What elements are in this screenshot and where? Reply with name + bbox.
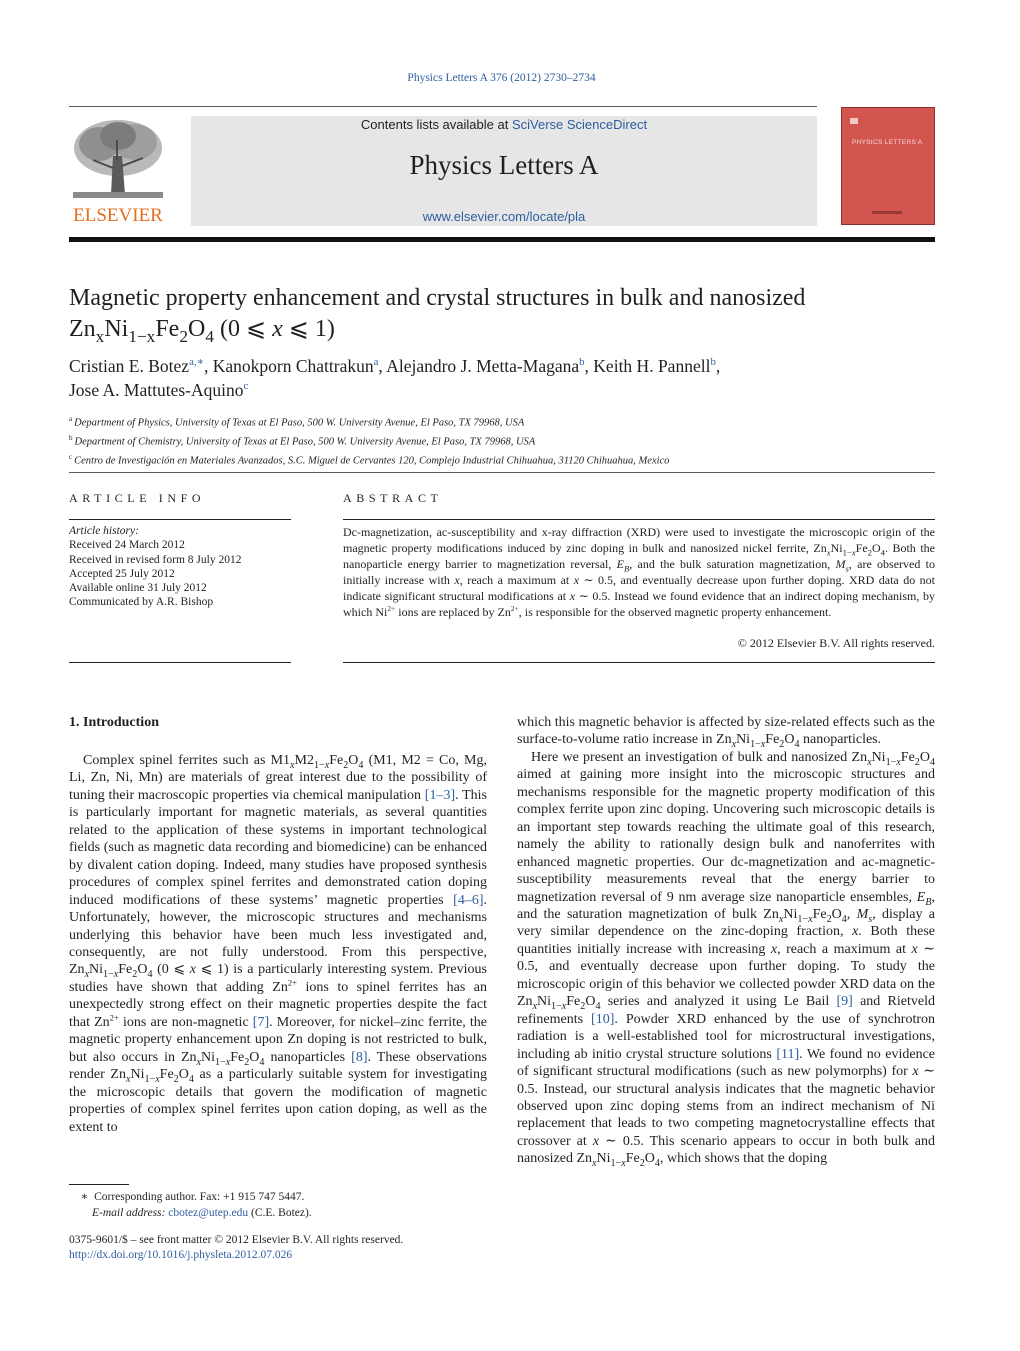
- article-title: [69, 283, 949, 345]
- affiliation-c: $^c$ Centro de Investigación en Materiales Avanzados, S.C. Miguel de Cervantes 120, Complejo Industrial Chihuahua, 31120 Chihuahua, Mexico: [69, 453, 670, 467]
- journal-cover-thumbnail[interactable]: [841, 107, 935, 225]
- affiliation-rule: [69, 472, 935, 473]
- cover-emblem: [850, 118, 858, 124]
- sciencedirect-link[interactable]: SciVerse ScienceDirect: [511, 117, 648, 132]
- article-title-line2: $Zn_xNi_{1-x}Fe_2O_4$ (0 ⩽ x ⩽ 1): [69, 316, 335, 346]
- history-revised: Received in revised form 8 July 2012: [69, 553, 242, 566]
- article-info-heading: ARTICLE INFO: [69, 491, 206, 505]
- article-history: [69, 524, 299, 610]
- affiliation-b: $^b$ Department of Chemistry, University of Texas at El Paso, 500 W. University Avenue, El Paso, TX 79968, USA: [69, 434, 536, 448]
- history-received: Received 24 March 2012: [69, 539, 185, 552]
- intro-heading: 1. Introduction: [69, 715, 159, 730]
- cover-title: PHYSICS LETTERS A: [852, 139, 923, 146]
- email-note: E-mail address: cbotez@utep.edu (C.E. Botez).: [92, 1207, 312, 1219]
- history-communicated: Communicated by A.R. Bishop: [69, 596, 214, 609]
- author-list: Cristian E. Botez$^{a,∗}$, Kanokporn Chattrakun$^a$, Alejandro J. Metta-Magana$^b$, Keith H. Pannell$^b$, Jose A. Mattutes-Aquino$^c$: [69, 356, 721, 400]
- issn-line: 0375-9601/$ – see front matter © 2012 Elsevier B.V. All rights reserved.: [69, 1234, 404, 1246]
- journal-title: Physics Letters A: [409, 150, 599, 180]
- abstract-text: Dc-magnetization, ac-susceptibility and x-ray diffraction (XRD) were used to investigate the microscopic origin of the magnetic property modifications induced by zinc doping in bulk and nanosized nickel ferrite, $Zn_xNi_{1-x}Fe_2O_4$. Both the nanoparticle energy barrier to magnetization reversal, $E_B$, and the bulk saturation magnetization, $M_s$, are observed to initially increase with x, reach a maximum at x ∼ 0.5, and eventually decrease upon further doping. XRD data do not indicate significant structural modifications at x ∼ 0.5. Instead we found evidence that an indirect doping mechanism, by which $Ni^{2+}$ ions are replaced by $Zn^{2+}$, is responsible for the observed magnetic property enhancement.: [343, 525, 936, 619]
- elsevier-logo: [69, 116, 167, 226]
- journal-reference-link[interactable]: Physics Letters A 376 (2012) 2730–2734: [407, 72, 596, 84]
- article-title-line1: Magnetic property enhancement and crystal structures in bulk and nanosized: [69, 285, 806, 311]
- article-info-top-rule: [69, 519, 291, 520]
- email-link[interactable]: cbotez@utep.edu: [168, 1207, 249, 1219]
- intro-right-column: which this magnetic behavior is affected by size-related effects such as the surface-to-volume ratio increase in $Zn_xNi_{1-x}Fe_2O_4$ nanoparticles. Here we present an investigation of bulk and nanosized $Zn_xNi_{1-x}Fe_2O_4$ aimed at gaining more insight into the microscopic structures and mechanisms responsible for the magnetic property modification of this complex ferrite upon zinc doping. Uncovering such microscopic details is an important step towards reaching the ultimate goal of this research, namely the ability to rationally design bulk and nanoferrites with enhanced magnetic properties. Our dc-magnetization and ac-magnetic-susceptibility measurements reveal that the energy barrier to magnetization reversal of 9 nm average size nanoparticle ensembles, $E_B$, and the saturation magnetization of bulk $Zn_xNi_{1-x}Fe_2O_4$, $M_s$, display a very similar dependence on the zinc-doping fraction, x. Both these quantities initially increase with increasing x, reach a maximum at x ∼ 0.5, and eventually decrease upon further doping. To study the microscopic origin of this behavior we collected powder XRD data on the $Zn_xNi_{1-x}Fe_2O_4$ series and analyzed it using Le Bail [9] and Rietveld refinements [10]. Powder XRD enhanced by the use of synchrotron radiation is a well-established tool for microstructural investigations, including ab initio crystal structure solutions [11]. We found no evidence of significant structural modifications (such as new polymorphs) for x ∼ 0.5. Instead, our structural analysis indicates that the magnetic behavior observed upon zinc doping stems from an indirect mechanism of Ni replacement that leads to two competing magnetocrystalline effects that crossover at x ∼ 0.5. This scenario appears to occur in both bulk and nanosized $Zn_xNi_{1-x}Fe_2O_4$, which shows that the doping: [517, 715, 936, 1170]
- history-accepted: Accepted 25 July 2012: [69, 567, 175, 580]
- front-matter: [69, 1233, 487, 1262]
- contents-prefix: Contents lists available at: [360, 117, 509, 132]
- cover-publisher-mark: [872, 211, 902, 214]
- abstract-heading: ABSTRACT: [343, 491, 443, 505]
- doi-link[interactable]: http://dx.doi.org/10.1016/j.physleta.2012.07.026: [69, 1248, 293, 1261]
- abstract-bottom-rule: [343, 662, 935, 663]
- contents-line: [191, 117, 817, 132]
- history-label: Article history:: [69, 525, 139, 537]
- corresponding-author-note: ∗ Corresponding author. Fax: +1 915 747 5447.: [80, 1191, 305, 1203]
- abstract-copyright: © 2012 Elsevier B.V. All rights reserved.: [737, 636, 935, 650]
- footnote: [69, 1189, 487, 1221]
- journal-banner: [191, 116, 817, 226]
- intro-left-column: Complex spinel ferrites such as $M1_xM2_{1-x}Fe_2O_4$ (M1, M2 = Co, Mg, Li, Zn, Ni, Mn) are materials of great interest due to the possibility of tuning their macroscopic properties via chemical manipulation [1–3]. This is particularly important for magnetic materials, as several quantities related to the application of these systems in important technological fields (such as magnetic data recording and biomedicine) can be enhanced by divalent cation doping. Indeed, many studies have proposed synthesis procedures of complex spinel ferrites and demonstrated cation doping induced modifications of these systems’ magnetic properties [4–6]. Unfortunately, however, the microscopic structures and mechanisms underlying this behavior have been much less investigated and, consequently, are not fully understood. From this perspective, $Zn_xNi_{1-x}Fe_2O_4$ (0 ⩽ x ⩽ 1) is a particularly interesting system. Previous studies have shown that adding $Zn^{2+}$ ions to spinel ferrites has an unexpectedly strong effect on their magnetic properties despite the fact that $Zn^{2+}$ ions are non-magnetic [7]. Moreover, for nickel–zinc ferrite, the magnetic property enhancement upon Zn doping is not restricted to bulk, but also occurs in $Zn_xNi_{1-x}Fe_2O_4$ nanoparticles [8]. These observations render $Zn_xNi_{1-x}Fe_2O_4$ as a particularly suitable system for investigating the microscopic details that govern the modification of magnetic properties of complex spinel ferrites upon cation doping, as well as the extent to: [69, 753, 488, 1135]
- history-online: Available online 31 July 2012: [69, 582, 207, 595]
- footnote-rule: [69, 1184, 129, 1185]
- journal-url-link[interactable]: www.elsevier.com/locate/pla: [422, 209, 586, 224]
- abstract-top-rule: [343, 519, 935, 520]
- svg-text:ELSEVIER: ELSEVIER: [73, 205, 163, 226]
- affiliations: [69, 412, 939, 469]
- header-rule: [69, 106, 817, 107]
- masthead-rule: [69, 237, 935, 242]
- affiliation-a: $^a$ Department of Physics, University of Texas at El Paso, 500 W. University Avenue, El Paso, TX 79968, USA: [69, 415, 525, 429]
- article-info-bottom-rule: [69, 662, 291, 663]
- journal-reference: [0, 72, 1003, 84]
- elsevier-tree-icon: [69, 116, 167, 226]
